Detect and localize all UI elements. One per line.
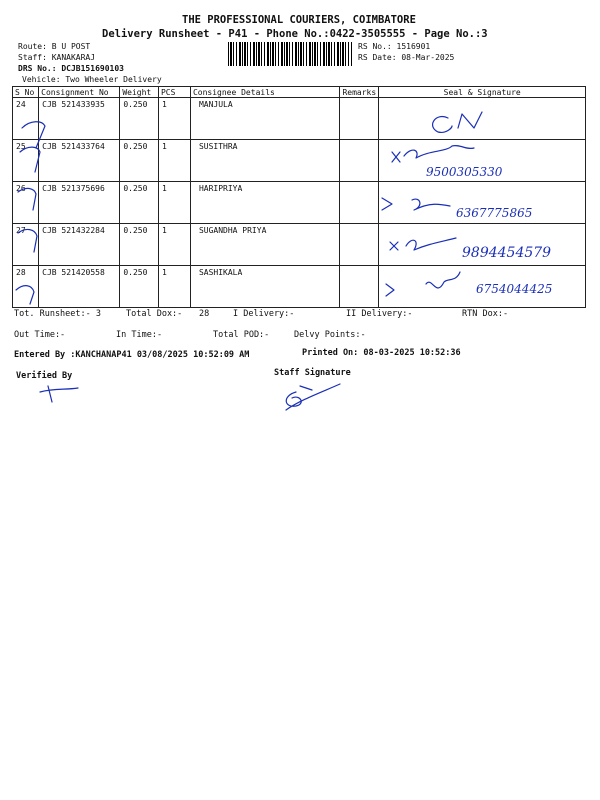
cell-pcs: 1 [158,224,190,266]
signature-mark [382,198,392,210]
tick-mark [18,188,36,210]
signature-mark [404,146,474,158]
signature-mark [390,242,398,250]
i-delivery: I Delivery:- [233,309,295,319]
total-dox-label: Total Dox:- [126,309,183,319]
rs-date: RS Date: 08-Mar-2025 [358,53,455,62]
cell-consignment: CJB 521433764 [39,140,120,182]
total-pod: Total POD:- [213,330,270,340]
cell-weight: 0.250 [120,140,159,182]
runsheet-title: Delivery Runsheet - P41 - Phone No.:0422-3505555 - Page No.:3 [102,28,488,40]
signature-mark [426,272,460,288]
col-signature: Seal & Signature [379,87,586,98]
cell-sno: 24 [13,98,39,140]
signature-mark [433,117,452,133]
staff-signature-label: Staff Signature [274,368,351,378]
signature-mark [392,152,400,162]
verified-by: Verified By [16,371,73,381]
cell-pcs: 1 [158,98,190,140]
cell-pcs: 1 [158,140,190,182]
cell-consignment: CJB 521420558 [39,266,120,308]
col-sno: S No [13,87,39,98]
handwritten-phone: 9894454579 [462,245,552,261]
staff-signature [286,384,340,410]
handwritten-phone: 6367775865 [456,206,533,220]
out-time: Out Time:- [14,330,66,340]
verifier-signature [40,386,78,402]
in-time: In Time:- [116,330,163,340]
col-remarks: Remarks [340,87,379,98]
rs-number: RS No.: 1516901 [358,42,431,51]
cell-weight: 0.250 [120,266,159,308]
printed-on: Printed On: 08-03-2025 10:52:36 [302,348,461,358]
col-consignee: Consignee Details [190,87,340,98]
cell-consignment: CJB 521375696 [39,182,120,224]
entered-by: Entered By :KANCHANAP41 03/08/2025 10:52:09 AM [14,350,250,360]
cell-consignee: MANJULA [190,98,340,140]
tick-mark [20,147,40,172]
signature-mark [412,199,450,210]
cell-sno: 26 [13,182,39,224]
cell-weight: 0.250 [120,224,159,266]
handwritten-phone: 6754044425 [476,282,553,296]
cell-sno: 25 [13,140,39,182]
cell-weight: 0.250 [120,98,159,140]
tick-mark [18,229,37,252]
staff-label: Staff: KANAKARAJ [18,53,96,62]
cell-consignee: SUGANDHA PRIYA [190,224,340,266]
tick-mark [16,286,34,304]
cell-consignment: CJB 521432284 [39,224,120,266]
signature-mark [458,112,482,128]
cell-weight: 0.250 [120,182,159,224]
col-consignment: Consignment No [39,87,120,98]
rtn-dox: RTN Dox:- [462,309,509,319]
handwritten-phone: 9500305330 [426,165,503,179]
signature-mark [386,284,394,296]
route-label: Route: B U POST [18,42,91,51]
cell-consignee: SUSITHRA [190,140,340,182]
drs-number: DRS No.: DCJB151690103 [18,64,124,73]
vehicle-label: Vehicle: Two Wheeler Delivery [22,75,162,84]
cell-sno: 27 [13,224,39,266]
cell-pcs: 1 [158,266,190,308]
col-weight: Weight [120,87,159,98]
tot-runsheet: Tot. Runsheet:- 3 [14,309,101,319]
col-pcs: PCS [158,87,190,98]
company-title: THE PROFESSIONAL COURIERS, COIMBATORE [182,14,416,26]
cell-consignment: CJB 521433935 [39,98,120,140]
cell-pcs: 1 [158,182,190,224]
cell-consignee: HARIPRIYA [190,182,340,224]
total-dox-value: 28 [199,309,210,319]
cell-consignee: SASHIKALA [190,266,340,308]
ii-delivery: II Delivery:- [346,309,413,319]
tick-mark [22,122,45,148]
cell-sno: 28 [13,266,39,308]
signature-mark [406,238,456,250]
delvy-points: Delvy Points:- [294,330,366,340]
